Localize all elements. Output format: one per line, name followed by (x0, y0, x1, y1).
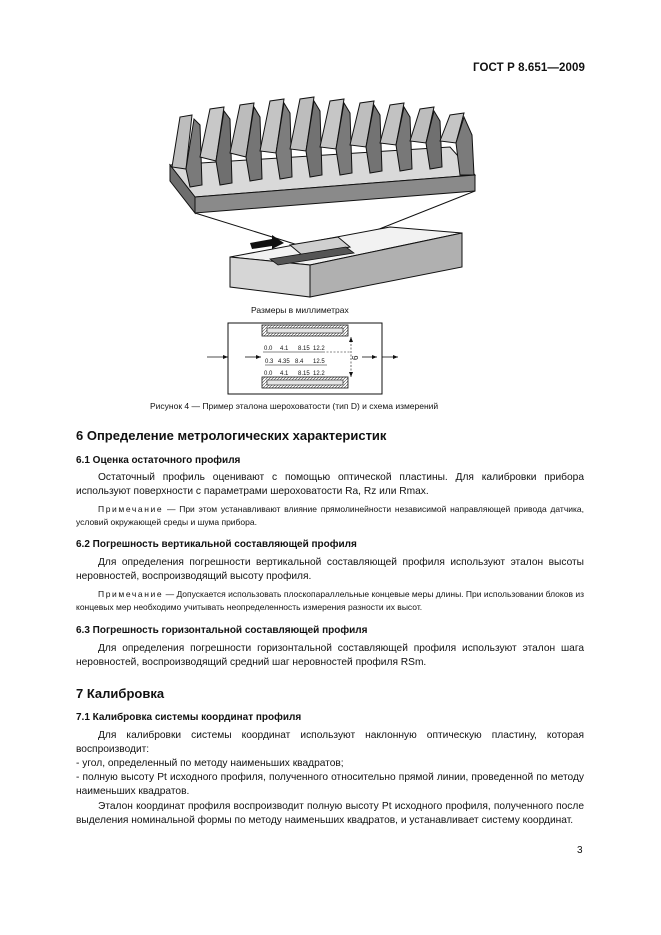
section-6-2-title: 6.2 Погрешность вертикальной составляющей профиля (76, 539, 357, 550)
section-7-1-item-2: - полную высоту Pt исходного профиля, полученного относительно прямой линии, проведенной по методу наименьших квадратов. (76, 772, 584, 798)
scale-top-2: 8.15 (298, 346, 310, 352)
section-6-2-paragraph: Для определения погрешности вертикальной составляющей профиля используют эталон высоты неровностей, воспроизводящий высоту профиля. (76, 557, 584, 583)
note-text: — При этом устанавливают влияние прямолинейности независимой направляющей привода датчика, условий окружающей среды и шума прибора. (76, 504, 584, 527)
section-6-3-paragraph: Для определения погрешности горизонтальной составляющей профиля используют эталон шага неровностей, воспроизводящий средний шаг неровностей профиля RSm. (76, 643, 584, 669)
measurement-scheme (205, 320, 400, 398)
scale-bot-2: 8.15 (298, 371, 310, 377)
dimensions-note: Размеры в миллиметрах (251, 305, 349, 315)
scale-mid-0: 0.3 (265, 359, 274, 365)
section-7-title: 7 Калибровка (76, 686, 165, 701)
section-6-1-paragraph: Остаточный профиль оценивают с помощью оптической пластины. Для калибровки прибора используют поверхности с параметрами шероховатости Ra, Rz или Rmax. (76, 472, 584, 498)
note-text: — Допускается использовать плоскопараллельные концевые меры длины. При использовании блоков из концевых мер необходимо учитывать неопределенность измерения разности их высот. (76, 589, 584, 612)
scale-top-1: 4.1 (280, 346, 289, 352)
section-6-3-title: 6.3 Погрешность горизонтальной составляющей профиля (76, 625, 368, 636)
section-7-1-paragraph: Для калибровки системы координат используют наклонную оптическую пластину, которая воспроизводит: (76, 730, 584, 756)
scale-bot-3: 12.2 (313, 371, 325, 377)
page-number: 3 (577, 845, 583, 856)
section-6-1-title: 6.1 Оценка остаточного профиля (76, 455, 241, 466)
scale-top-0: 0.0 (264, 346, 273, 352)
roughness-standard-illustration (150, 95, 490, 300)
section-7-1-paragraph-2: Эталон координат профиля воспроизводит полную высоту Pt исходного профиля, полученного после выделения номинальной формы по методу наименьших квадратов, и устанавливает систему координат. (76, 801, 584, 827)
note-label: Примечание (98, 504, 164, 514)
scale-mid-2: 8.4 (295, 359, 304, 365)
figure-caption: Рисунок 4 — Пример эталона шероховатости (тип D) и схема измерений (150, 401, 439, 411)
scale-mid-1: 4.35 (278, 359, 290, 365)
section-6-title: 6 Определение метрологических характеристик (76, 428, 387, 443)
section-6-2-note (76, 588, 584, 613)
height-dim-label: 6 (351, 355, 360, 360)
scale-bot-0: 0.0 (264, 371, 273, 377)
scale-mid-3: 12.5 (313, 359, 325, 365)
section-7-1-item-1: - угол, определенный по методу наименьших квадратов; (76, 758, 344, 769)
scale-bot-1: 4.1 (280, 371, 289, 377)
section-7-1-title: 7.1 Калибровка системы координат профиля (76, 712, 302, 723)
document-header: ГОСТ Р 8.651—2009 (473, 62, 585, 74)
section-6-1-note (76, 503, 584, 528)
scale-top-3: 12.2 (313, 346, 325, 352)
note-label: Примечание (98, 589, 164, 599)
